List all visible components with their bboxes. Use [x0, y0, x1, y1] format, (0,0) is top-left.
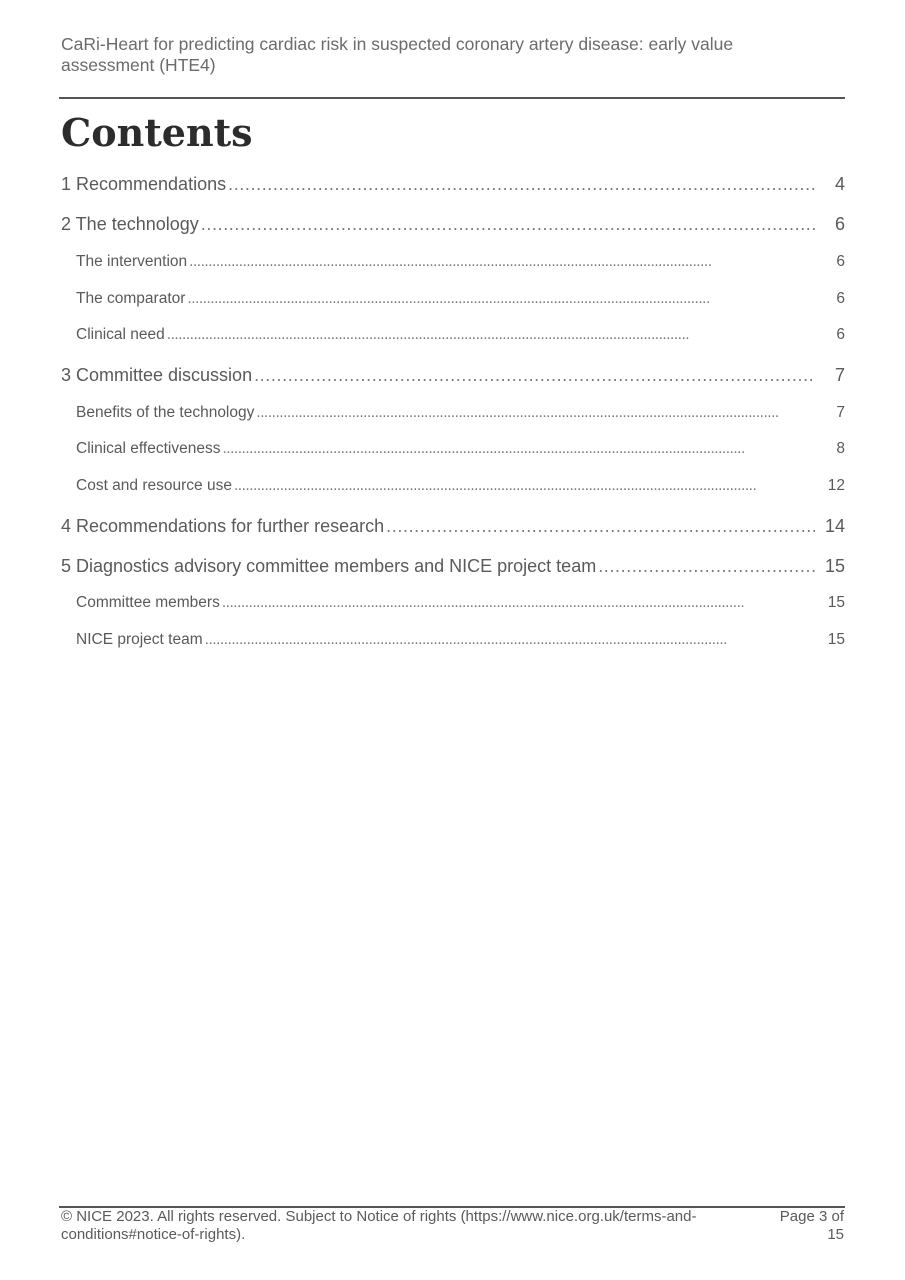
- toc-entry-the-comparator[interactable]: The comparator . . . 6: [61, 290, 845, 312]
- footer-copyright: © NICE 2023. All rights reserved. Subject to Notice of rights (https://www.nice.org.uk/terms-and-conditions#notice-of-rights).: [61, 1208, 697, 1243]
- toc-entry-cost-and-resource-use[interactable]: Cost and resource use . . . 12: [61, 477, 845, 499]
- toc-entry-committee-members-and-project-team[interactable]: 5 Diagnostics advisory committee members and NICE project team . . . 15: [61, 556, 845, 580]
- toc-entry-committee-members[interactable]: Committee members . . . 15: [61, 594, 845, 616]
- document-header-title: CaRi-Heart for predicting cardiac risk in suspected coronary artery disease: early value assessment (HTE4): [61, 34, 734, 75]
- toc-entry-clinical-effectiveness[interactable]: Clinical effectiveness . . . 8: [61, 440, 845, 462]
- toc-entry-committee-discussion[interactable]: 3 Committee discussion . . . 7: [61, 365, 845, 389]
- toc-entry-benefits-of-the-technology[interactable]: Benefits of the technology . . . 7: [61, 404, 845, 426]
- toc-entry-the-technology[interactable]: 2 The technology . . . 6: [61, 214, 845, 238]
- contents-heading: Contents: [61, 110, 253, 155]
- footer-page-number: Page 3 of 15: [779, 1208, 844, 1243]
- toc-entry-recommendations[interactable]: 1 Recommendations . . . 4: [61, 174, 845, 198]
- toc-entry-recommendations-for-further-research[interactable]: 4 Recommendations for further research . . . 14: [61, 516, 845, 540]
- header-divider: [59, 97, 845, 99]
- toc-entry-the-intervention[interactable]: The intervention . . . 6: [61, 253, 845, 275]
- toc-entry-clinical-need[interactable]: Clinical need . . . 6: [61, 326, 845, 348]
- toc-entry-nice-project-team[interactable]: NICE project team . . . 15: [61, 631, 845, 653]
